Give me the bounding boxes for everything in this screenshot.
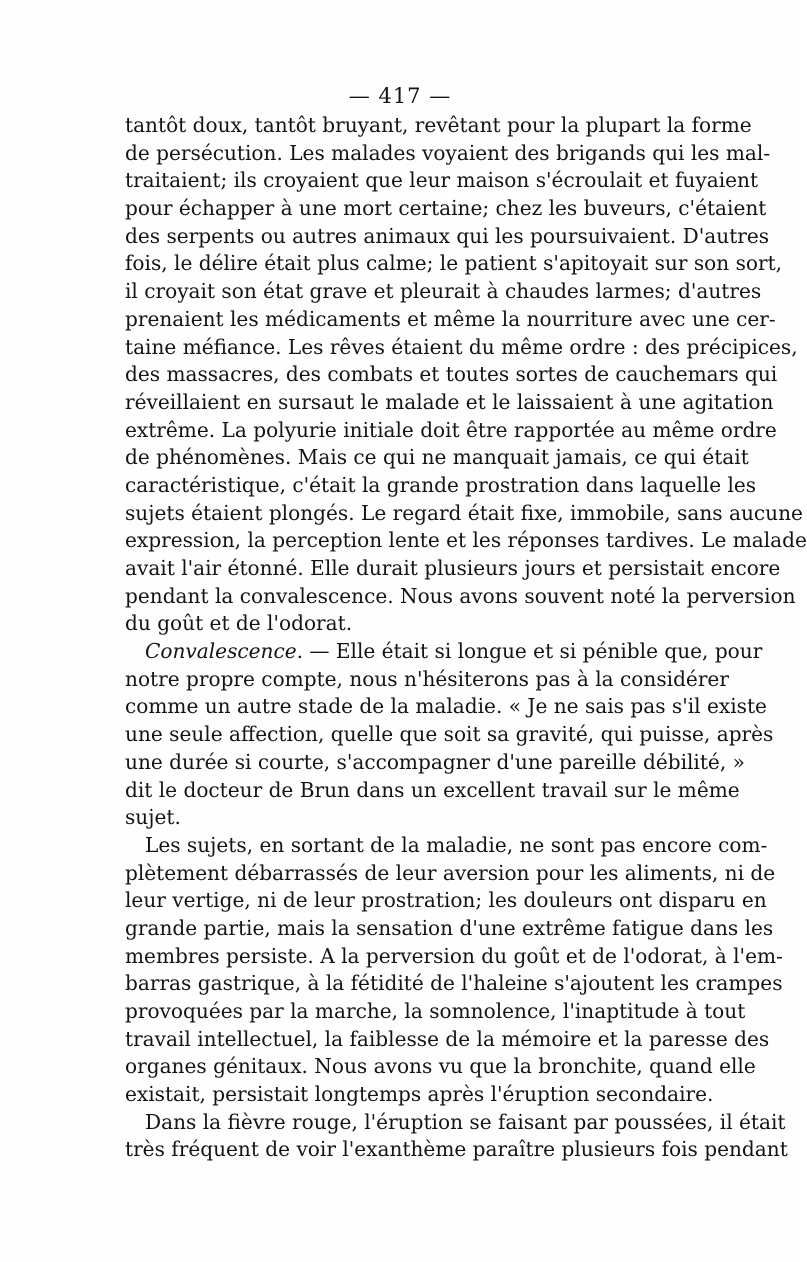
text-line: des serpents ou autres animaux qui les poursuivaient. D'autres bbox=[125, 223, 770, 248]
text-line bbox=[125, 638, 763, 666]
text-line: plètement débarrassés de leur aversion pour les aliments, ni de bbox=[125, 860, 776, 885]
line-text: — Elle était si longue et si pénible que, pour bbox=[303, 639, 763, 664]
paragraph bbox=[125, 112, 807, 638]
text-line: fois, le délire était plus calme; le patient s'apitoyait sur son sort, bbox=[125, 251, 783, 276]
text-line: il croyait son état grave et pleurait à chaudes larmes; d'autres bbox=[125, 279, 762, 304]
text-line: prenaient les médicaments et même la nourriture avec une cer- bbox=[125, 306, 776, 331]
text-line: une seule affection, quelle que soit sa gravité, qui puisse, après bbox=[125, 722, 774, 747]
paragraph bbox=[125, 832, 783, 1109]
text-line: tantôt doux, tantôt bruyant, revêtant pour la plupart la forme bbox=[125, 113, 752, 137]
text-line: Dans la fièvre rouge, l'éruption se faisant par poussées, il était bbox=[145, 1109, 786, 1134]
text-line: très fréquent de voir l'exanthème paraître plusieurs fois pendant bbox=[125, 1137, 788, 1162]
paragraph bbox=[125, 1109, 788, 1164]
paragraph bbox=[125, 638, 774, 832]
text-line: sujets étaient plongés. Le regard était fixe, immobile, sans aucune bbox=[125, 500, 803, 525]
text-line: pendant la convalescence. Nous avons souvent noté la perversion bbox=[125, 583, 796, 608]
text-line: de persécution. Les malades voyaient des brigands qui les mal- bbox=[125, 140, 771, 165]
text-line: de phénomènes. Mais ce qui ne manquait jamais, ce qui était bbox=[125, 445, 749, 470]
text-line: travail intellectuel, la faiblesse de la mémoire et la paresse des bbox=[125, 1026, 770, 1051]
text-line: extrême. La polyurie initiale doit être rapportée au même ordre bbox=[125, 417, 777, 442]
text-line: sujet. bbox=[125, 805, 181, 830]
text-line: provoquées par la marche, la somnolence, l'inaptitude à tout bbox=[125, 999, 746, 1023]
text-line: réveillaient en sursaut le malade et le laissaient à une agitation bbox=[125, 389, 774, 414]
text-line: taine méfiance. Les rêves étaient du même ordre : des précipices, bbox=[125, 334, 798, 359]
text-line: organes génitaux. Nous avons vu que la bronchite, quand elle bbox=[125, 1054, 756, 1079]
text-line: avait l'air étonné. Elle durait plusieurs jours et persistait encore bbox=[125, 556, 781, 580]
text-line: des massacres, des combats et toutes sortes de cauchemars qui bbox=[125, 362, 778, 387]
text-line: notre propre compte, nous n'hésiterons pas à la considérer bbox=[125, 666, 729, 691]
text-line: existait, persistait longtemps après l'éruption secondaire. bbox=[125, 1082, 714, 1107]
text-line: grande partie, mais la sensation d'une extrême fatigue dans les bbox=[125, 915, 774, 940]
text-line: expression, la perception lente et les réponses tardives. Le malade bbox=[125, 528, 807, 553]
text-line: une durée si courte, s'accompagner d'une pareille débilité, » bbox=[125, 749, 745, 774]
text-line: comme un autre stade de la maladie. « Je ne sais pas s'il existe bbox=[125, 694, 767, 719]
body-text bbox=[125, 112, 807, 1164]
text-line: du goût et de l'odorat. bbox=[125, 611, 353, 636]
text-line: pour échapper à une mort certaine; chez les buveurs, c'étaient bbox=[125, 196, 767, 221]
text-line: caractéristique, c'était la grande prostration dans laquelle les bbox=[125, 472, 757, 497]
text-line: Les sujets, en sortant de la maladie, ne sont pas encore com- bbox=[145, 832, 768, 857]
text-line: membres persiste. A la perversion du goût et de l'odorat, à l'em- bbox=[125, 943, 783, 968]
text-line: barras gastrique, à la fétidité de l'haleine s'ajoutent les crampes bbox=[125, 971, 783, 996]
text-line: leur vertige, ni de leur prostration; les douleurs ont disparu en bbox=[125, 888, 767, 913]
page-number: — 417 — bbox=[348, 84, 452, 108]
text-line: traitaient; ils croyaient que leur maison s'écroulait et fuyaient bbox=[125, 168, 759, 193]
section-heading: Convalescence. bbox=[145, 639, 303, 664]
text-line: dit le docteur de Brun dans un excellent travail sur le même bbox=[125, 777, 740, 802]
